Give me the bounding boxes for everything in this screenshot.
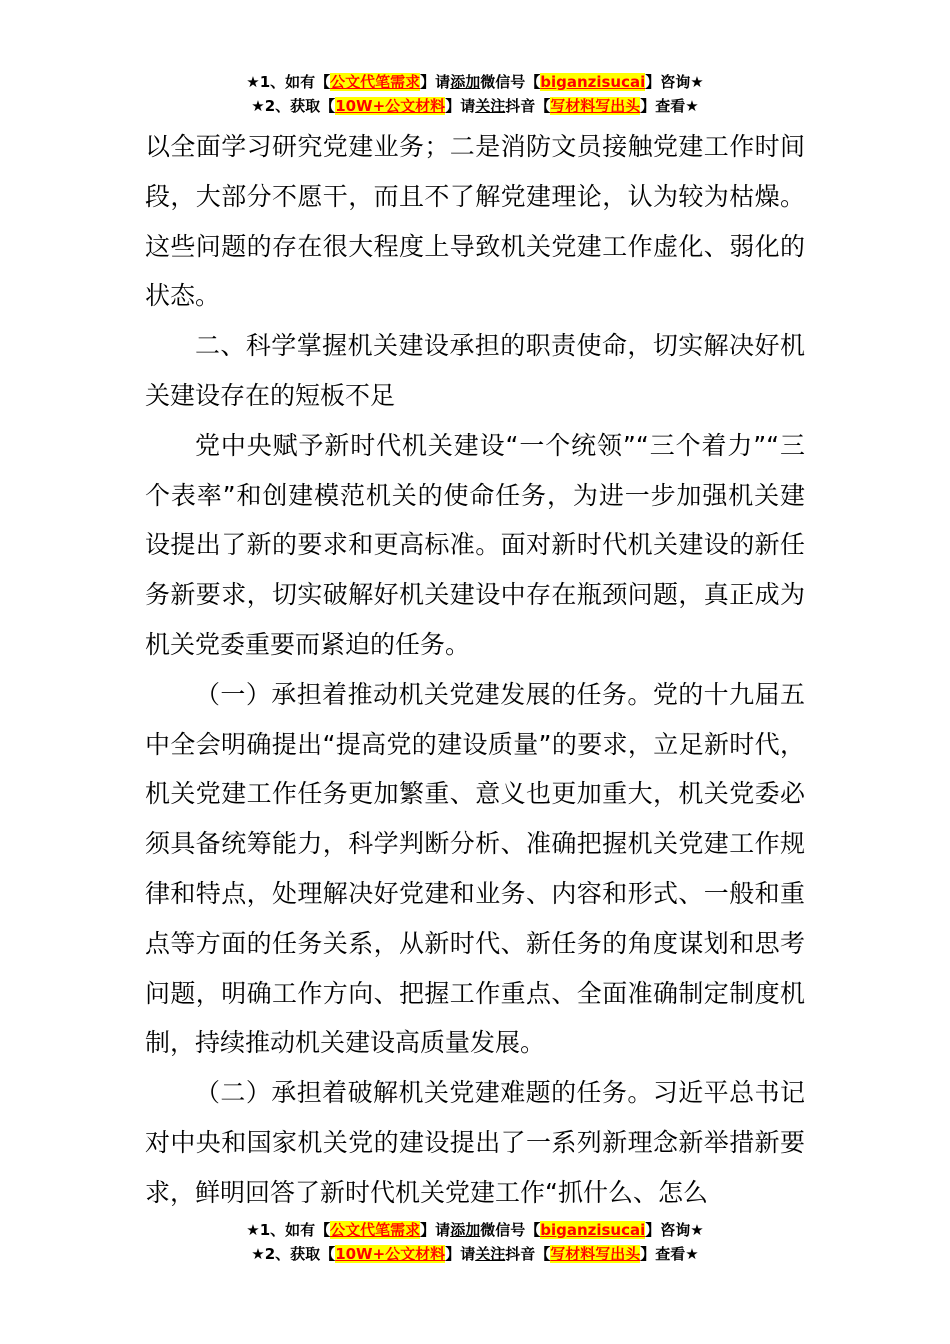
footer-banner xyxy=(0,1218,950,1266)
highlight-materials: 10W+公文材料 xyxy=(335,97,446,115)
highlight-wechat-id: biganzisucai xyxy=(540,73,646,91)
highlight-service: 公文代笔需求 xyxy=(330,73,421,91)
header-line-2: ★2、获取【10W+公文材料】请关注抖音【写材料写出头】查看★ xyxy=(251,97,699,115)
highlight-service: 公文代笔需求 xyxy=(330,1221,421,1239)
paragraph-subsection-1: （一）承担着推动机关党建发展的任务。党的十九届五中全会明确提出“提高党的建设质量”的要求，立足新时代，机关党建工作任务更加繁重、意义也更加重大，机关党委必须具备统筹能力，科学判断分析、准确把握机关党建工作规律和特点，处理解决好党建和业务、内容和形式、一般和重点等方面的任务关系，从新时代、新任务的角度谋划和思考问题，明确工作方向、把握工作重点、全面准确制定制度机制，持续推动机关建设高质量发展。 xyxy=(145,679,805,1058)
paragraph-continuation: 以全面学习研究党建业务；二是消防文员接触党建工作时间段，大部分不愿干，而且不了解党建理论，认为较为枯燥。这些问题的存在很大程度上导致机关党建工作虚化、弱化的状态。 xyxy=(145,132,805,311)
header-banner xyxy=(0,70,950,118)
paragraph: 党中央赋予新时代机关建设“一个统领”“三个着力”“三个表率”和创建模范机关的使命任务，为进一步加强机关建设提出了新的要求和更高标准。面对新时代机关建设的新任务新要求，切实破解好机关建设中存在瓶颈问题，真正成为机关党委重要而紧迫的任务。 xyxy=(145,430,805,659)
highlight-wechat-id: biganzisucai xyxy=(540,1221,646,1239)
footer-line-1: ★1、如有【公文代笔需求】请添加微信号【biganzisucai】咨询★ xyxy=(246,1221,704,1239)
header-line-1: ★1、如有【公文代笔需求】请添加微信号【biganzisucai】咨询★ xyxy=(246,73,704,91)
paragraph-subsection-2: （二）承担着破解机关党建难题的任务。习近平总书记对中央和国家机关党的建设提出了一系列新理念新举措新要求，鲜明回答了新时代机关党建工作“抓什么、怎么 xyxy=(145,1078,805,1207)
highlight-douyin-account: 写材料写出头 xyxy=(550,97,641,115)
highlight-douyin-account: 写材料写出头 xyxy=(550,1245,641,1263)
footer-line-2: ★2、获取【10W+公文材料】请关注抖音【写材料写出头】查看★ xyxy=(251,1245,699,1263)
section-heading: 二、科学掌握机关建设承担的职责使命，切实解决好机关建设存在的短板不足 xyxy=(145,331,805,410)
document-body xyxy=(145,122,805,1218)
highlight-materials: 10W+公文材料 xyxy=(335,1245,446,1263)
